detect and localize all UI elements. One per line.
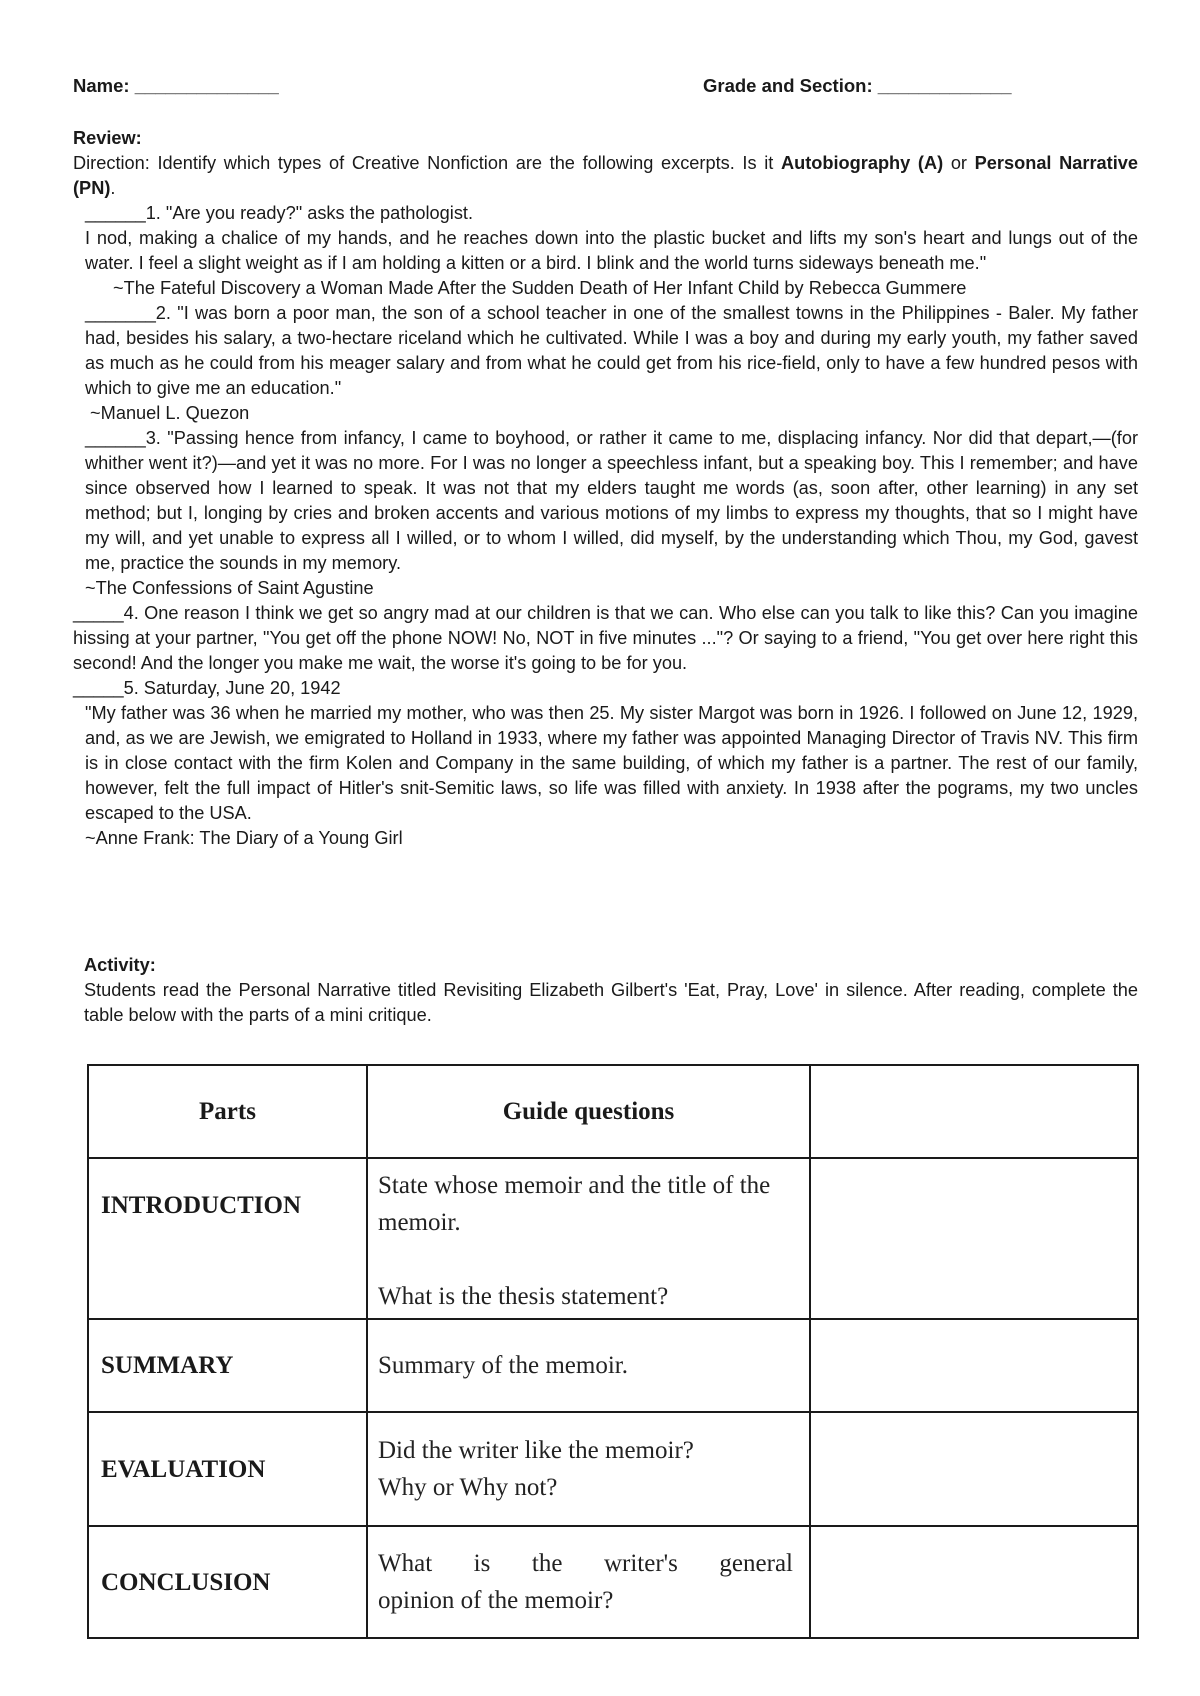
guide-question-cell: State whose memoir and the title of the memoir. What is the thesis statement? — [367, 1158, 810, 1319]
part-introduction: INTRODUCTION — [88, 1158, 367, 1319]
table-row — [88, 1158, 1138, 1319]
item-5-excerpt: "My father was 36 when he married my mother, who was then 25. My sister Margot was born in 1926. I followed on June 12, 1929, and, as we are Jewish, we emigrated to Holland in 1933, where my father was appointed Managing Director of Travis NV. This firm is in close contact with the firm Kolen and Company in the same building, of which my father is a partner. The rest of our family, however, felt the full impact of Hitler's snit-Semitic laws, so life was filled with anxiety. In 1938 after the pograms, my two uncles escaped to the USA. — [85, 703, 1138, 823]
header-row — [73, 73, 1140, 99]
review-section — [73, 126, 1138, 851]
table-row — [88, 1412, 1138, 1526]
review-heading: Review: — [73, 128, 142, 148]
answer-cell-conclusion[interactable] — [810, 1526, 1138, 1638]
guide-question-cell: Summary of the memoir. — [367, 1319, 810, 1412]
grade-section-field-label: Grade and Section: _____________ — [703, 75, 1012, 96]
guide-questions-column-header: Guide questions — [367, 1065, 810, 1158]
item-1-source: ~The Fateful Discovery a Woman Made After the Sudden Death of Her Infant Child by Rebecca Gummere — [113, 278, 967, 298]
table-header-row — [88, 1065, 1138, 1158]
activity-instructions: Students read the Personal Narrative titled Revisiting Elizabeth Gilbert's 'Eat, Pray, Love' in silence. After reading, complete the table below with the parts of a mini critique. — [84, 980, 1138, 1025]
part-summary: SUMMARY — [88, 1319, 367, 1412]
activity-section — [84, 953, 1138, 1028]
item-3-excerpt: ______3. "Passing hence from infancy, I came to boyhood, or rather it came to me, displacing infancy. Nor did that depart,—(for whither went it?)—and yet it was no more. For I was no longer a speechless infant, but a speaking boy. This I remember; and have since observed how I learned to speak. It was not that my elders taught me words (as, soon after, other learning) in any set method; but I, longing by cries and broken accents and various motions of my limbs to express my thoughts, that so I might have my will, and yet unable to express all I willed, or to whom I willed, did myself, by the understanding which Thou, my God, gavest me, practice the sounds in my memory. — [85, 428, 1138, 573]
item-5-source: ~Anne Frank: The Diary of a Young Girl — [85, 828, 403, 848]
answer-column-header — [810, 1065, 1138, 1158]
item-1-excerpt: I nod, making a chalice of my hands, and he reaches down into the plastic bucket and lifts my son's heart and lungs out of the water. I feel a slight weight as if I am holding a kitten or a bird. I blink and the world turns sideways beneath me." — [85, 228, 1138, 273]
item-5-question: _____5. Saturday, June 20, 1942 — [73, 678, 341, 698]
table-row — [88, 1319, 1138, 1412]
item-1-question: ______1. "Are you ready?" asks the pathologist. — [85, 203, 474, 223]
answer-cell-evaluation[interactable] — [810, 1412, 1138, 1526]
part-conclusion: CONCLUSION — [88, 1526, 367, 1638]
answer-cell-introduction[interactable] — [810, 1158, 1138, 1319]
item-3-source: ~The Confessions of Saint Agustine — [85, 578, 374, 598]
item-2-source: ~Manuel L. Quezon — [85, 403, 250, 423]
mini-critique-table — [87, 1064, 1139, 1639]
table-row — [88, 1526, 1138, 1638]
guide-question-cell: What is the writer's general opinion of the memoir? — [367, 1526, 810, 1638]
name-field-label: Name: ______________ — [73, 75, 279, 96]
part-evaluation: EVALUATION — [88, 1412, 367, 1526]
answer-cell-summary[interactable] — [810, 1319, 1138, 1412]
parts-column-header: Parts — [88, 1065, 367, 1158]
review-direction: Direction: Identify which types of Creative Nonfiction are the following excerpts. Is it Autobiography (A) or Personal Narrative (PN). — [73, 153, 1138, 198]
guide-question-cell: Did the writer like the memoir? Why or Why not? — [367, 1412, 810, 1526]
item-4-excerpt: _____4. One reason I think we get so angry mad at our children is that we can. Who else can you talk to like this? Can you imagine hissing at your partner, "You get off the phone NOW! No, NOT in five minutes ..."? Or saying to a friend, "You get over here right this second! And the longer you make me wait, the worse it's going to be for you. — [73, 603, 1138, 673]
activity-heading: Activity: — [84, 955, 156, 975]
item-2-excerpt: _______2. "I was born a poor man, the son of a school teacher in one of the smallest towns in the Philippines - Baler. My father had, besides his salary, a two-hectare riceland which he cultivated. While I was a boy and during my early youth, my father saved as much as he could from his meager salary and from what he could get from his rice-field, only to have a few hundred pesos with which to give me an education." — [85, 303, 1138, 398]
